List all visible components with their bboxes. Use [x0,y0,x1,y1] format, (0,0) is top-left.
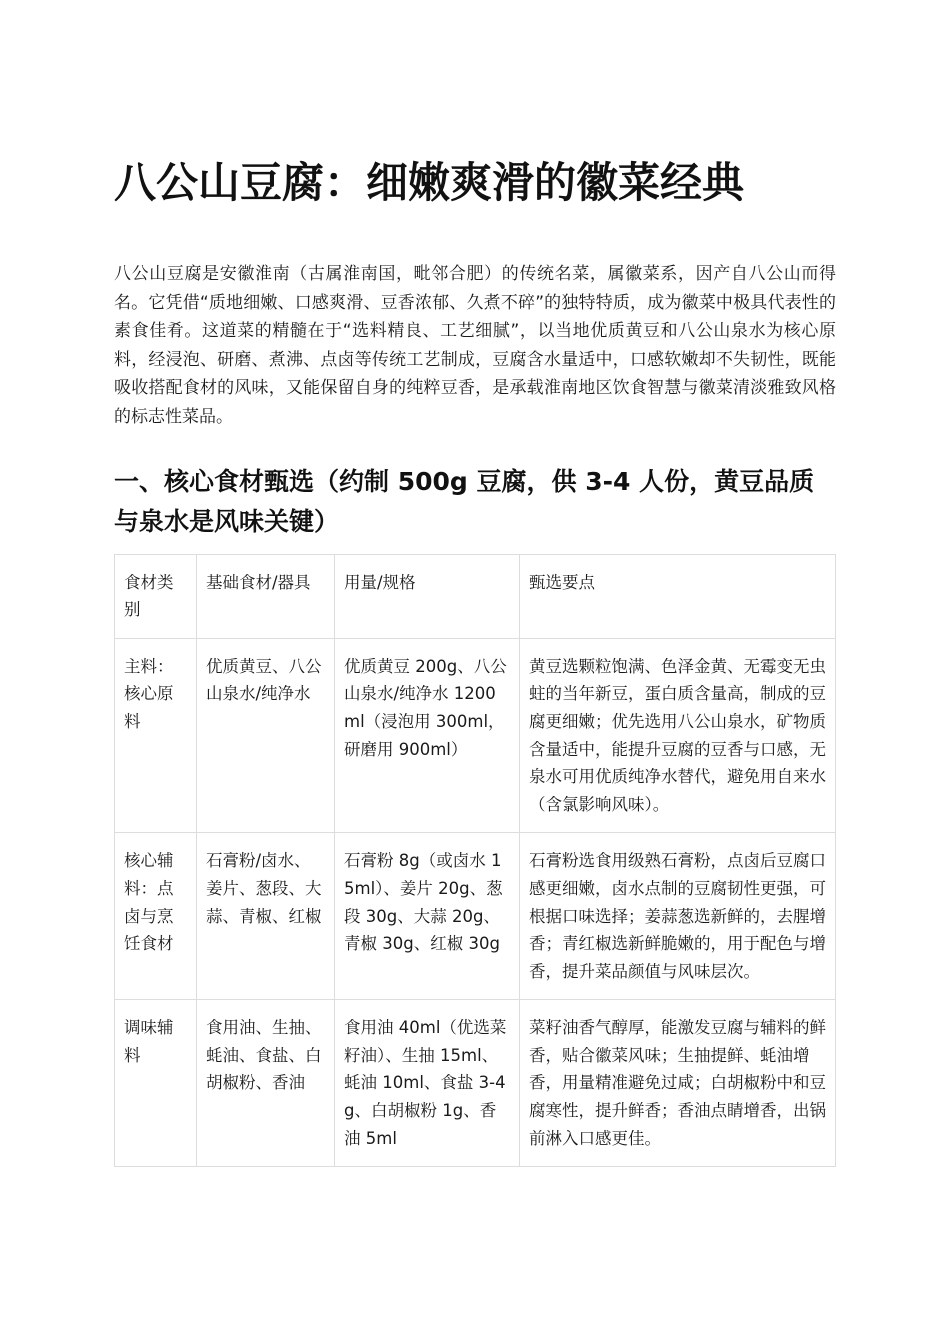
notes-cell: 菜籽油香气醇厚，能激发豆腐与辅料的鲜香，贴合徽菜风味；生抽提鲜、蚝油增香，用量精准避免过咸；白胡椒粉中和豆腐寒性，提升鲜香；香油点睛增香，出锅前淋入口感更佳。 [520,1000,836,1167]
amount-cell: 食用油 40ml（优选菜籽油）、生抽 15ml、蚝油 10ml、食盐 3-4g、白胡椒粉 1g、香油 5ml [335,1000,520,1167]
table-row [115,638,836,833]
notes-cell: 石膏粉选食用级熟石膏粉，点卤后豆腐口感更细嫩，卤水点制的豆腐韧性更强，可根据口味选择；姜蒜葱选新鲜的，去腥增香；青红椒选新鲜脆嫩的，用于配色与增香，提升菜品颜值与风味层次。 [520,833,836,1000]
document-page [114,150,836,1167]
items-cell: 食用油、生抽、蚝油、食盐、白胡椒粉、香油 [197,1000,335,1167]
table-header-row [115,554,836,638]
table-header-cell: 食材类别 [115,554,197,638]
table-row [115,833,836,1000]
page-title: 八公山豆腐：细嫩爽滑的徽菜经典 [114,158,745,207]
amount-cell: 石膏粉 8g（或卤水 15ml）、姜片 20g、葱段 30g、大蒜 20g、青椒 30g、红椒 30g [335,833,520,1000]
section-heading-ingredients: 一、核心食材甄选（约制 500g 豆腐，供 3-4 人份，黄豆品质与泉水是风味关键） [114,466,815,536]
items-cell: 石膏粉/卤水、姜片、葱段、大蒜、青椒、红椒 [197,833,335,1000]
category-cell: 主料：核心原料 [115,638,197,833]
items-cell: 优质黄豆、八公山泉水/纯净水 [197,638,335,833]
amount-cell: 优质黄豆 200g、八公山泉水/纯净水 1200ml（浸泡用 300ml，研磨用 900ml） [335,638,520,833]
table-row [115,1000,836,1167]
category-cell: 核心辅料：点卤与烹饪食材 [115,833,197,1000]
table-header-cell: 基础食材/器具 [197,554,335,638]
notes-cell: 黄豆选颗粒饱满、色泽金黄、无霉变无虫蛀的当年新豆，蛋白质含量高，制成的豆腐更细嫩；优先选用八公山泉水，矿物质含量适中，能提升豆腐的豆香与口感，无泉水可用优质纯净水替代，避免用自来水（含氯影响风味）。 [520,638,836,833]
intro-paragraph: 八公山豆腐是安徽淮南（古属淮南国，毗邻合肥）的传统名菜，属徽菜系，因产自八公山而得名。它凭借“质地细嫩、口感爽滑、豆香浓郁、久煮不碎”的独特特质，成为徽菜中极具代表性的素食佳肴。这道菜的精髓在于“选料精良、工艺细腻”，以当地优质黄豆和八公山泉水为核心原料，经浸泡、研磨、煮沸、点卤等传统工艺制成，豆腐含水量适中，口感软嫩却不失韧性，既能吸收搭配食材的风味，又能保留自身的纯粹豆香，是承载淮南地区饮食智慧与徽菜清淡雅致风格的标志性菜品。 [114,264,836,427]
table-header-cell: 用量/规格 [335,554,520,638]
category-cell: 调味辅料 [115,1000,197,1167]
ingredients-table [114,554,836,1168]
table-header-cell: 甄选要点 [520,554,836,638]
